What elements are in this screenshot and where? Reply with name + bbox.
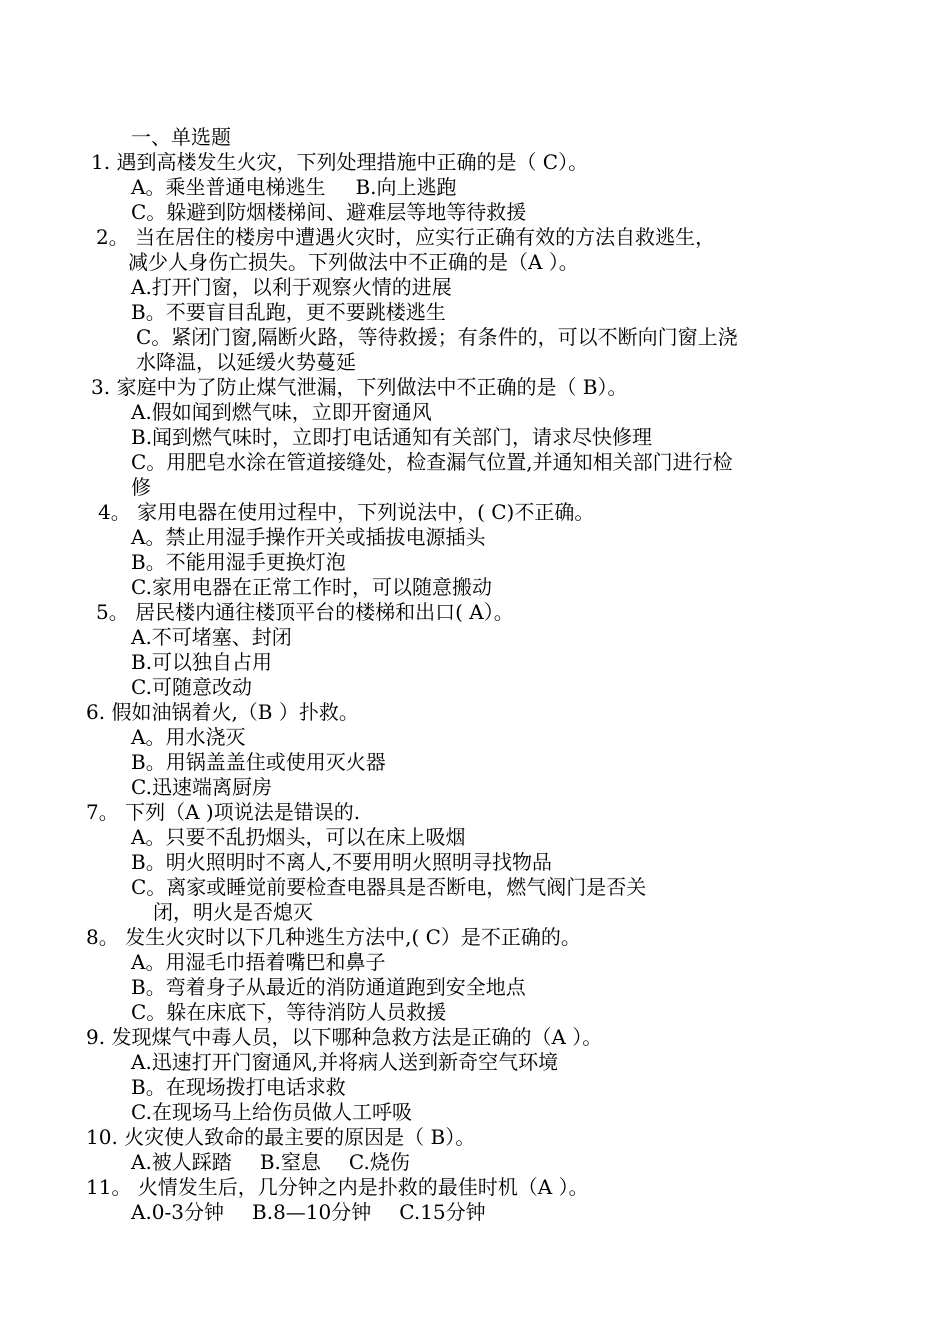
option-a: A。只要不乱扔烟头，可以在床上吸烟 — [131, 825, 466, 849]
question-1-options-row — [131, 175, 457, 199]
question-number: 8。 — [86, 925, 119, 949]
option-a: A。用湿毛巾捂着嘴巴和鼻子 — [131, 950, 386, 974]
question-6 — [86, 700, 359, 724]
option-c: C.可随意改动 — [131, 675, 252, 699]
question-1 — [91, 150, 588, 174]
question-9 — [86, 1025, 602, 1049]
question-stem: 家庭中为了防止煤气泄漏，下列做法中不正确的是（ B）。 — [116, 375, 628, 399]
question-stem: 假如油锅着火,（B ）扑救。 — [111, 700, 359, 724]
question-number: 5。 — [96, 600, 129, 624]
option-c: C。躲避到防烟楼梯间、避难层等地等待救援 — [131, 200, 527, 224]
question-stem: 当在居住的楼房中遭遇火灾时，应实行正确有效的方法自救逃生， — [135, 225, 716, 249]
option-c: C。紧闭门窗,隔断火路，等待救援；有条件的，可以不断向门窗上浇 — [136, 325, 738, 349]
option-a: A。乘坐普通电梯逃生 — [131, 175, 326, 199]
question-5 — [96, 600, 514, 624]
option-b: B。用锅盖盖住或使用灭火器 — [131, 750, 386, 774]
option-b: B。弯着身子从最近的消防通道跑到安全地点 — [131, 975, 526, 999]
option-a: A.0-3分钟 — [131, 1200, 225, 1224]
option-b: B。不能用湿手更换灯泡 — [131, 550, 346, 574]
question-number: 9. — [86, 1025, 106, 1049]
question-number: 6. — [86, 700, 106, 724]
question-number: 11。 — [86, 1175, 132, 1199]
question-stem: 居民楼内通往楼顶平台的楼梯和出口( A）。 — [135, 600, 514, 624]
question-4 — [98, 500, 594, 524]
question-7 — [86, 800, 360, 824]
option-a: A.被人踩踏 — [131, 1150, 232, 1174]
option-a: A.打开门窗，以利于观察火情的进展 — [131, 275, 452, 299]
question-stem: 发现煤气中毒人员，以下哪种急救方法是正确的（A ）。 — [111, 1025, 603, 1049]
option-a: A.不可堵塞、封闭 — [131, 625, 292, 649]
question-number: 4。 — [98, 500, 131, 524]
question-11-options-row — [131, 1200, 486, 1224]
option-b: B.窒息 — [259, 1150, 321, 1174]
option-c: C.迅速端离厨房 — [131, 775, 272, 799]
option-b: B.闻到燃气味时，立即打电话通知有关部门，请求尽快修理 — [131, 425, 653, 449]
question-3 — [91, 375, 628, 399]
option-a: A.迅速打开门窗通风,并将病人送到新奇空气环境 — [131, 1050, 559, 1074]
question-stem: 遇到高楼发生火灾，下列处理措施中正确的是（ C）。 — [116, 150, 589, 174]
option-c: C.15分钟 — [399, 1200, 486, 1224]
option-b: B。明火照明时不离人,不要用明火照明寻找物品 — [131, 850, 553, 874]
question-stem: 下列（A )项说法是错误的. — [125, 800, 361, 824]
question-number: 1. — [91, 150, 111, 174]
option-c-continued: 修 — [131, 475, 151, 499]
question-number: 3. — [91, 375, 111, 399]
option-c: C。躲在床底下，等待消防人员救援 — [131, 1000, 447, 1024]
question-stem: 发生火灾时以下几种逃生方法中,( C）是不正确的。 — [125, 925, 581, 949]
option-b: B.8—10分钟 — [252, 1200, 372, 1224]
option-b: B.可以独自占用 — [131, 650, 273, 674]
option-a: A。禁止用湿手操作开关或插拔电源插头 — [131, 525, 486, 549]
question-stem-continued: 减少人身伤亡损失。下列做法中不正确的是（A ）。 — [128, 250, 579, 274]
question-10 — [86, 1125, 475, 1149]
question-8 — [86, 925, 581, 949]
option-b: B.向上逃跑 — [355, 175, 457, 199]
option-c: C。用肥皂水涂在管道接缝处，检查漏气位置,并通知相关部门进行检 — [131, 450, 733, 474]
question-number: 2。 — [96, 225, 129, 249]
option-c-continued: 闭，明火是否熄灭 — [153, 900, 313, 924]
question-stem: 家用电器在使用过程中，下列说法中，( C)不正确。 — [137, 500, 595, 524]
section-title: 一、单选题 — [131, 125, 231, 149]
question-stem: 火情发生后，几分钟之内是扑救的最佳时机（A ）。 — [137, 1175, 589, 1199]
question-stem: 火灾使人致命的最主要的原因是（ B）。 — [124, 1125, 476, 1149]
question-11 — [86, 1175, 589, 1199]
question-number: 10. — [86, 1125, 118, 1149]
question-10-options-row — [131, 1150, 410, 1174]
question-2 — [96, 225, 715, 249]
option-c-continued: 水降温，以延缓火势蔓延 — [136, 350, 356, 374]
option-b: B。不要盲目乱跑，更不要跳楼逃生 — [131, 300, 446, 324]
option-c: C.在现场马上给伤员做人工呼吸 — [131, 1100, 412, 1124]
option-a: A.假如闻到燃气味，立即开窗通风 — [131, 400, 432, 424]
question-number: 7。 — [86, 800, 119, 824]
option-a: A。用水浇灭 — [131, 725, 246, 749]
option-c: C.家用电器在正常工作时，可以随意搬动 — [131, 575, 492, 599]
option-c: C。离家或睡觉前要检查电器具是否断电，燃气阀门是否关 — [131, 875, 647, 899]
option-b: B。在现场拨打电话求救 — [131, 1075, 346, 1099]
option-c: C.烧伤 — [348, 1150, 410, 1174]
